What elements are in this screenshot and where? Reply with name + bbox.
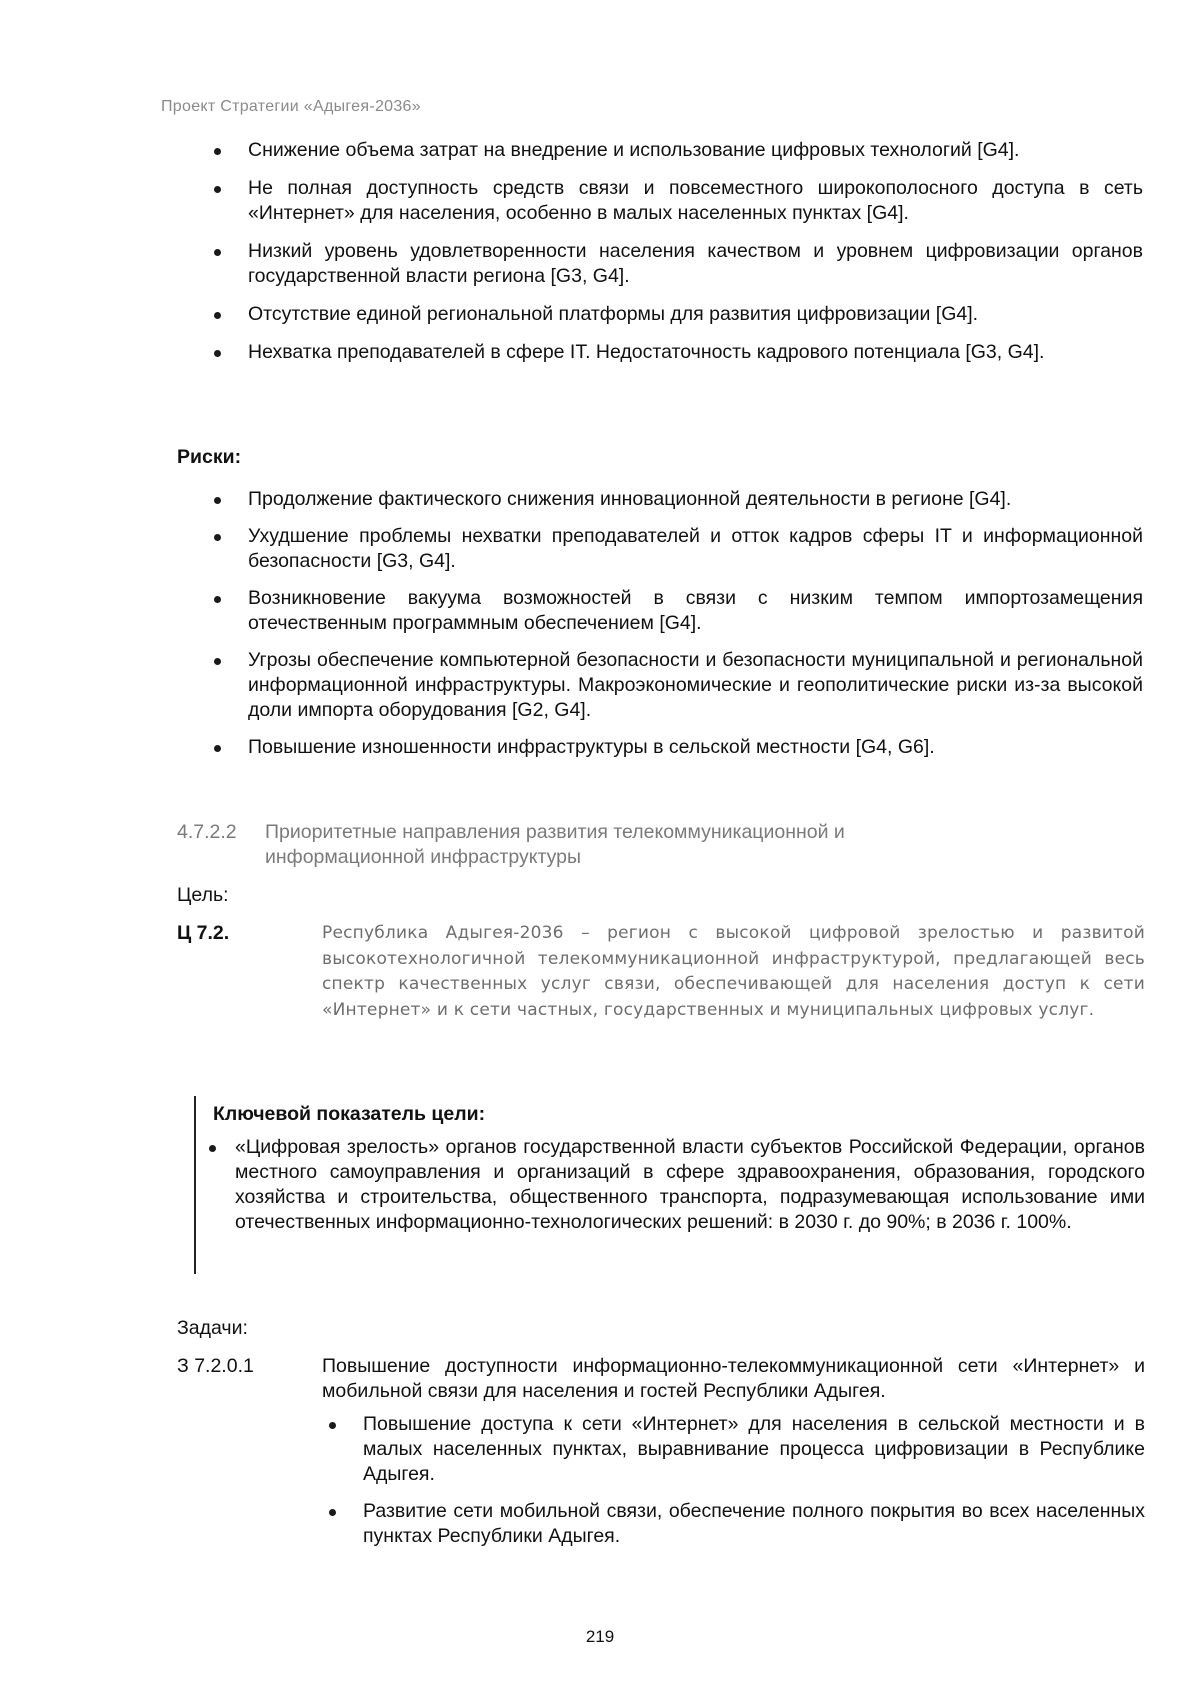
list-item-text: Не полная доступность средств связи и повсеместного широкополосного доступа в сеть «Интернет» для населения, особенно в малых населенных пунктах [G4]. — [248, 177, 1143, 224]
list-item-text: Нехватка преподавателей в сфере IT. Недостаточность кадрового потенциала [G3, G4]. — [248, 341, 1045, 363]
kpi-item-text: «Цифровая зрелость» органов государственной власти субъектов Российской Федерации, органов местного самоуправления и организаций в сфере здравоохранения, образования, городского хозяйства и строительства, общественного транспорта, подразумевающая использование ими отечественных информационно-технологических решений: в 2030 г. до 90%; в 2036 г. 100%. — [235, 1136, 1145, 1233]
tasks-label: Задачи: — [177, 1317, 248, 1339]
list-item-text: Повышение изношенности инфраструктуры в сельской местности [G4, G6]. — [248, 736, 935, 758]
bullet-icon — [209, 1145, 216, 1152]
list-item — [363, 1412, 1145, 1487]
list-item-text: Развитие сети мобильной связи, обеспечение полного покрытия во всех населенных пунктах Республики Адыгея. — [363, 1500, 1145, 1547]
risks-heading: Риски: — [177, 446, 242, 468]
bullet-icon — [214, 350, 221, 357]
risks-list — [0, 487, 1200, 772]
list-item — [248, 586, 1143, 636]
bullet-icon — [214, 249, 221, 256]
goal-code: Ц 7.2. — [177, 922, 230, 944]
task-subitems-list — [0, 1412, 1200, 1561]
list-item-text: Ухудшение проблемы нехватки преподавателей и отток кадров сферы IT и информационной безопасности [G3, G4]. — [248, 525, 1143, 572]
list-item — [248, 176, 1143, 226]
list-item-text: Низкий уровень удовлетворенности населения качеством и уровнем цифровизации органов государственной власти региона [G3, G4]. — [248, 240, 1143, 287]
weaknesses-list — [0, 138, 1200, 378]
task-code: З 7.2.0.1 — [177, 1355, 254, 1377]
list-item-text: Угрозы обеспечение компьютерной безопасности и безопасности муниципальной и региональной информационной инфраструктуры. Макроэкономические и геополитические риски из-за высокой доли импорта оборудования [G2, G4]. — [248, 649, 1143, 721]
list-item — [248, 735, 1143, 760]
bullet-icon — [214, 148, 221, 155]
goal-label: Цель: — [177, 884, 229, 906]
page-number: 219 — [585, 1627, 615, 1646]
kpi-heading: Ключевой показатель цели: — [213, 1103, 486, 1125]
list-item-text: Продолжение фактического снижения инновационной деятельности в регионе [G4]. — [248, 488, 1012, 510]
list-item — [248, 340, 1143, 365]
section-heading — [177, 820, 845, 870]
task-text: Повышение доступности информационно-телекоммуникационной сети «Интернет» и мобильной связи для населения и гостей Республики Адыгея. — [322, 1355, 1145, 1402]
bullet-icon — [214, 534, 221, 541]
list-item-text: Возникновение вакуума возможностей в связи с низким темпом импортозамещения отечественным программным обеспечением [G4]. — [248, 587, 1143, 634]
list-item — [363, 1499, 1145, 1549]
section-number: 4.7.2.2 — [177, 821, 237, 843]
list-item-text: Повышение доступа к сети «Интернет» для населения в сельской местности и в малых населенных пунктах, выравнивание процесса цифровизации в Республике Адыгея. — [363, 1413, 1145, 1485]
bullet-icon — [214, 497, 221, 504]
bullet-icon — [214, 186, 221, 193]
bullet-icon — [329, 1509, 336, 1516]
list-item — [248, 239, 1143, 289]
bullet-icon — [214, 596, 221, 603]
bullet-icon — [214, 745, 221, 752]
list-item-text: Снижение объема затрат на внедрение и использование цифровых технологий [G4]. — [248, 139, 1020, 161]
bullet-icon — [214, 658, 221, 665]
kpi-item — [235, 1135, 1145, 1235]
list-item — [248, 648, 1143, 723]
running-header: Проект Стратегии «Адыгея-2036» — [161, 98, 421, 115]
goal-text: Республика Адыгея-2036 – регион с высокой цифровой зрелостью и развитой высокотехнологичной телекоммуникационной инфраструктурой, предлагающей весь спектр качественных услуг связи, обеспечивающей для населения доступ к сети «Интернет» и к сети частных, государственных и муниципальных цифровых услуг. — [322, 923, 1145, 1020]
bullet-icon — [214, 312, 221, 319]
list-item — [248, 524, 1143, 574]
list-item-text: Отсутствие единой региональной платформы для развития цифровизации [G4]. — [248, 303, 979, 325]
section-title-line2: информационной инфраструктуры — [265, 846, 581, 868]
kpi-left-border — [194, 1096, 196, 1274]
list-item — [248, 487, 1143, 512]
bullet-icon — [329, 1422, 336, 1429]
list-item — [248, 138, 1143, 163]
list-item — [248, 302, 1143, 327]
section-title-line1: Приоритетные направления развития телекоммуникационной и — [265, 821, 845, 843]
